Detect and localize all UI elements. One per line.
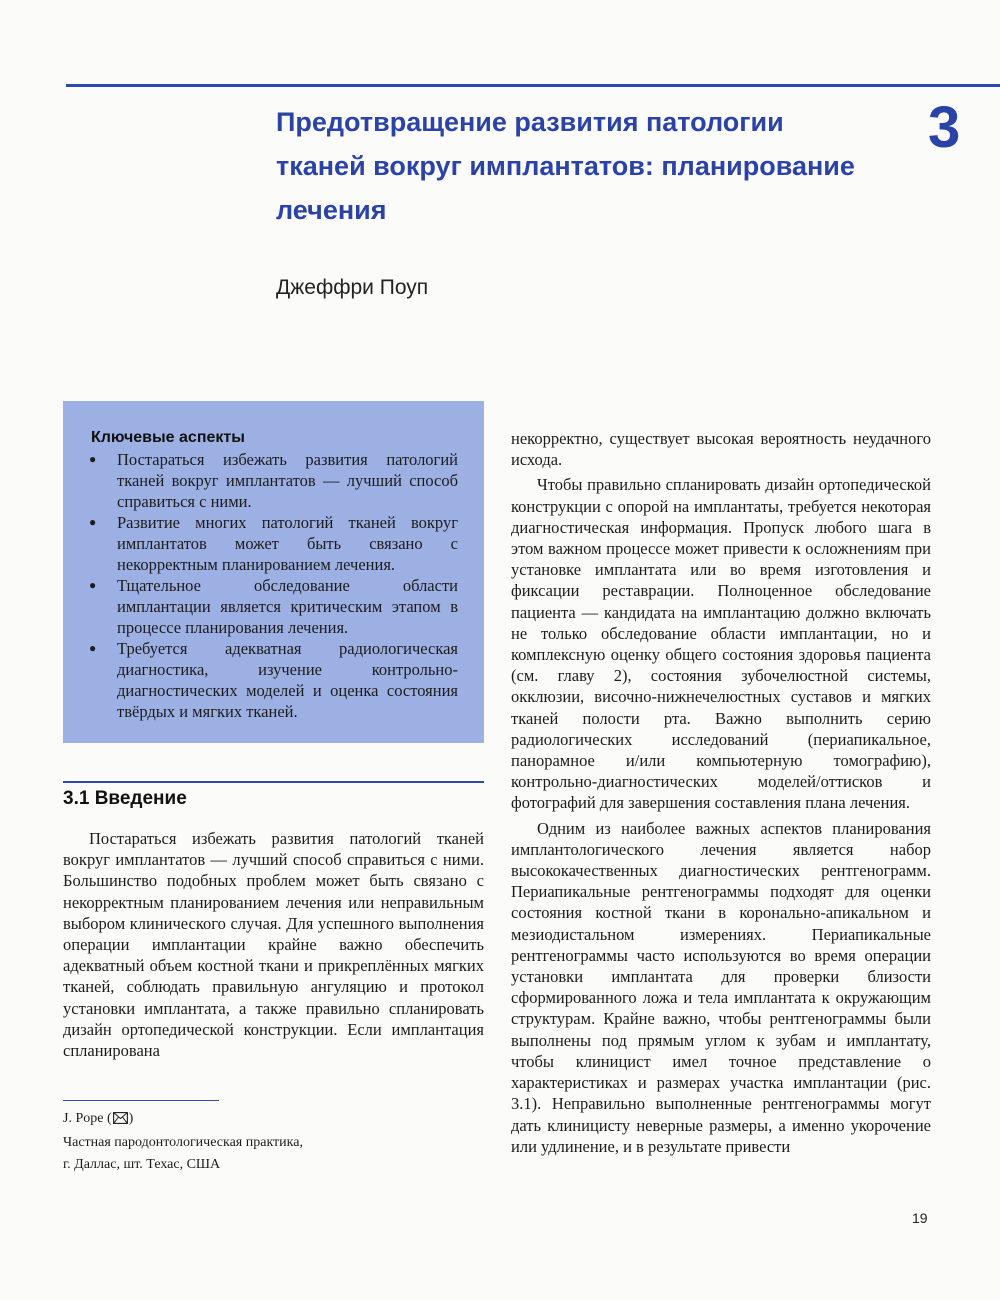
key-aspects-box [63,401,484,743]
page-number: 19 [912,1210,928,1226]
chapter-title: Предотвращение развития патологии тканей вокруг имплантатов: планирование лечения [276,107,855,225]
footnote-author-close: ) [128,1111,134,1126]
key-aspect-item: ● Развитие многих патологий тканей вокруг имплантатов может быть связано с некорректным планированием лечения. [89,512,458,575]
key-aspect-item: ● Тщательное обследование области имплантации является критическим этапом в процессе планирования лечения. [89,575,458,638]
continued-paragraph: некорректно, существует высокая вероятность неудачного исхода. [511,429,931,470]
right-column-text [511,428,931,1157]
section-rule [63,781,484,783]
top-rule [66,84,1000,87]
footnote-author-name: J. Pope ( [63,1111,112,1126]
key-aspects-heading: Ключевые аспекты [91,429,245,446]
footnote-author [63,1108,463,1132]
key-aspect-item: ● Требуется адекватная радиологическая диагностика, изучение контрольно-диагностических моделей и оценка состояния твёрдых и мягких тканей. [89,638,458,722]
section-heading: 3.1 Введение [63,788,187,809]
left-column-text [63,828,484,1061]
envelope-icon [113,1110,128,1132]
body-paragraph: Одним из наиболее важных аспектов планирования имплантологического лечения является набор высококачественных диагностических рентгенограмм. Периапикальные рентгенограммы подходят для оценки состояния костной ткани в коронально-апикальном и мезиодистальном измерениях. Периапикальные рентгенограммы часто используются во время операции установки имплантата для проверки близости сформированного ложа и тела имплантата к окружающим структурам. Крайне важно, чтобы рентгенограммы были выполнены под прямым углом к зубам и имплантату, чтобы клиницист имел точное представление о характеристиках и размерах участка имплантации (рис. 3.1). Неправильно выполненные рентгенограммы могут дать клиницисту неверные размеры, а именно укорочение или удлинение, и в результате привести [511,818,931,1156]
footnote [63,1108,463,1176]
body-paragraph: Чтобы правильно спланировать дизайн ортопедической конструкции с опорой на имплантаты, требуется некоторая диагностическая информация. Пропуск любого шага в этом важном процессе может привести к осложнениям при установке имплантата или во время изготовления и фиксации реставрации. Полноценное обследование пациента — кандидата на имплантацию должно включать не только обследование области имплантации, но и комплексную оценку общего состояния здоровья пациента (см. главу 2), состояния зубочелюстной системы, окклюзии, височно-нижнечелюстных суставов и мягких тканей полости рта. Важно выполнить серию радиологических исследований (периапикальное, панорамное и/или компьютерную томографию), контрольно-диагностических моделей/оттисков и фотографий для завершения составления плана лечения. [511,475,931,813]
key-aspects-list [89,449,458,722]
chapter-author: Джеффри Поуп [276,276,429,299]
chapter-number: 3 [928,95,961,160]
intro-paragraph: Постараться избежать развития патологий тканей вокруг имплантатов — лучший способ справиться с ними. Большинство подобных проблем может быть связано с некорректным планированием лечения или неправильным выбором клинического случая. Для успешного выполнения операции имплантации крайне важно обеспечить адекватный объем костной ткани и прикреплённых мягких тканей, соблюдать правильную ангуляцию и протокол установки имплантата, а также правильно спланировать дизайн ортопедической конструкции. Если имплантация спланирована [63,829,484,1061]
key-aspect-item: ● Постараться избежать развития патологий тканей вокруг имплантатов — лучший способ справиться с ними. [89,449,458,512]
footnote-affiliation-line2: г. Даллас, шт. Техас, США [63,1157,221,1172]
footnote-rule [63,1100,219,1101]
footnote-affiliation-line1: Частная пародонтологическая практика, [63,1135,303,1150]
